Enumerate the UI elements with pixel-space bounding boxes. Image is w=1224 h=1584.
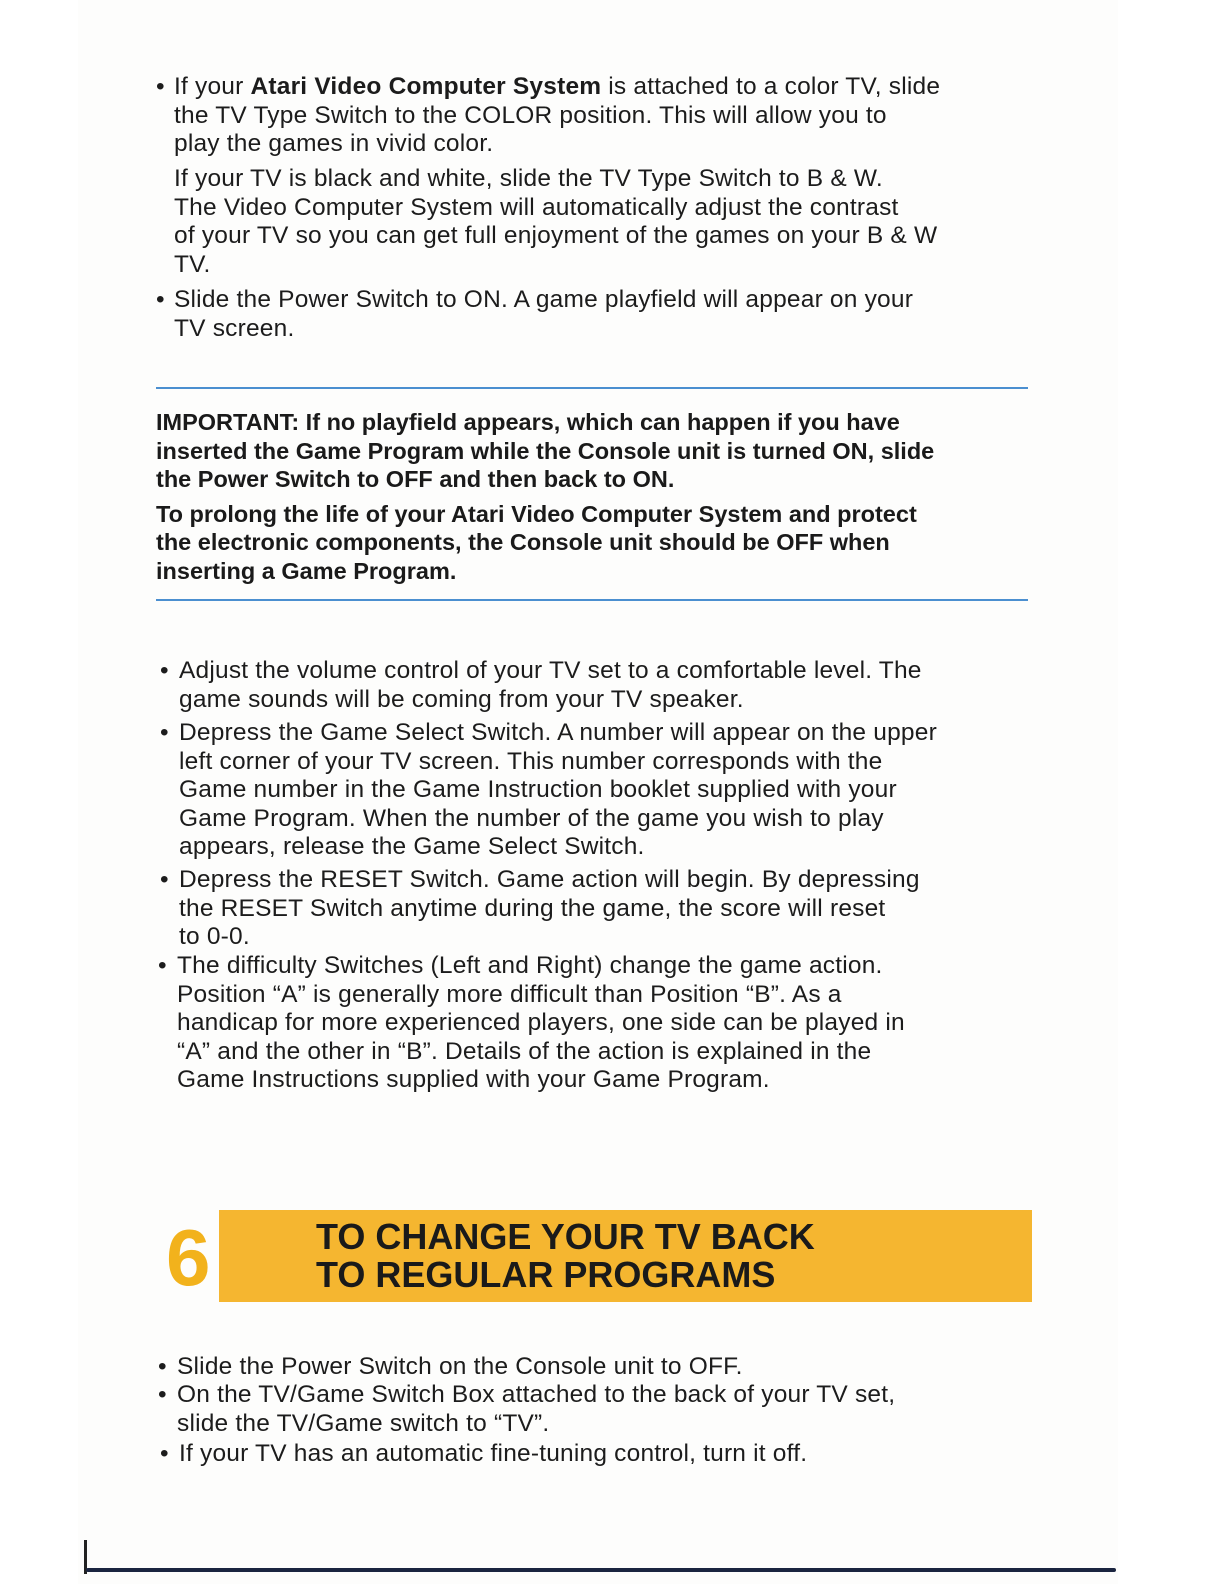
bullet-dot: • [158, 1353, 167, 1380]
bw-line: The Video Computer System will automatically adjust the contrast [174, 193, 899, 221]
fine-tuning-line: If your TV has an automatic fine-tuning control, turn it off. [179, 1440, 808, 1467]
important-line: the Power Switch to OFF and then back to ON. [156, 466, 675, 493]
section-title-line2: TO REGULAR PROGRAMS [316, 1254, 776, 1295]
reset-line: the RESET Switch anytime during the game, the score will reset [179, 894, 886, 922]
reset-line: Depress the RESET Switch. Game action will begin. By depressing [179, 866, 920, 893]
difficulty-line: The difficulty Switches (Left and Right) change the game action. [177, 952, 883, 979]
bullet-dot: • [158, 1381, 167, 1408]
difficulty-line: Game Instructions supplied with your Game Program. [177, 1066, 770, 1094]
prolong-line: the electronic components, the Console unit should be OFF when [156, 529, 890, 556]
switch-box-line: On the TV/Game Switch Box attached to the back of your TV set, [177, 1381, 896, 1408]
color-tv-lead: If your [174, 73, 251, 100]
section-number: 6 [166, 1213, 209, 1302]
bw-line: If your TV is black and white, slide the TV Type Switch to B & W. [174, 165, 883, 192]
volume-line: Adjust the volume control of your TV set to a comfortable level. The [179, 657, 922, 684]
game-select-line: appears, release the Game Select Switch. [179, 833, 645, 861]
game-select-line: Depress the Game Select Switch. A number will appear on the upper [179, 719, 937, 746]
divider-rule-top [156, 387, 1028, 389]
color-tv-line1-rest: is attached to a color TV, slide [601, 73, 941, 100]
switch-box-line: slide the TV/Game switch to “TV”. [177, 1409, 550, 1437]
game-select-line: Game Program. When the number of the game you wish to play [179, 804, 884, 832]
bullet-dot: • [160, 866, 169, 893]
important-line: IMPORTANT: If no playfield appears, which can happen if you have [156, 409, 900, 435]
section-title-line1: TO CHANGE YOUR TV BACK [316, 1216, 815, 1257]
prolong-line: To prolong the life of your Atari Video Computer System and protect [156, 500, 917, 527]
bullet-dot: • [160, 719, 169, 746]
atari-vcs-name: Atari Video Computer System [250, 73, 602, 100]
divider-rule-bottom [156, 599, 1028, 601]
page-bottom-edge [86, 1568, 1116, 1572]
power-line: TV screen. [174, 314, 295, 342]
important-line: inserted the Game Program while the Console unit is turned ON, slide [156, 437, 935, 464]
power-off-line: Slide the Power Switch on the Console unit to OFF. [177, 1353, 743, 1380]
difficulty-line: Position “A” is generally more difficult than Position “B”. As a [177, 980, 842, 1008]
bullet-dot: • [156, 73, 165, 100]
reset-line: to 0-0. [179, 923, 250, 951]
bullet-dot: • [160, 1440, 169, 1467]
bw-tv-paragraph [174, 165, 1054, 279]
bullet-dot: • [156, 286, 165, 313]
volume-line: game sounds will be coming from your TV speaker. [179, 685, 744, 713]
bullet-dot: • [160, 657, 169, 684]
bullet-dot: • [158, 952, 167, 979]
game-select-line: left corner of your TV screen. This number corresponds with the [179, 747, 883, 775]
bw-line: of your TV so you can get full enjoyment of the games on your B & W [174, 222, 938, 250]
prolong-line: inserting a Game Program. [156, 557, 457, 584]
difficulty-line: handicap for more experienced players, one side can be played in [177, 1009, 905, 1037]
section-title [316, 1218, 815, 1294]
game-select-line: Game number in the Game Instruction booklet supplied with your [179, 776, 897, 804]
difficulty-line: “A” and the other in “B”. Details of the action is explained in the [177, 1037, 872, 1065]
bw-line: TV. [174, 250, 211, 278]
color-tv-line3: play the games in vivid color. [174, 130, 494, 158]
power-line: Slide the Power Switch to ON. A game playfield will appear on your [174, 286, 914, 313]
color-tv-line2: the TV Type Switch to the COLOR position. This will allow you to [174, 101, 887, 129]
important-notice [156, 408, 1036, 586]
